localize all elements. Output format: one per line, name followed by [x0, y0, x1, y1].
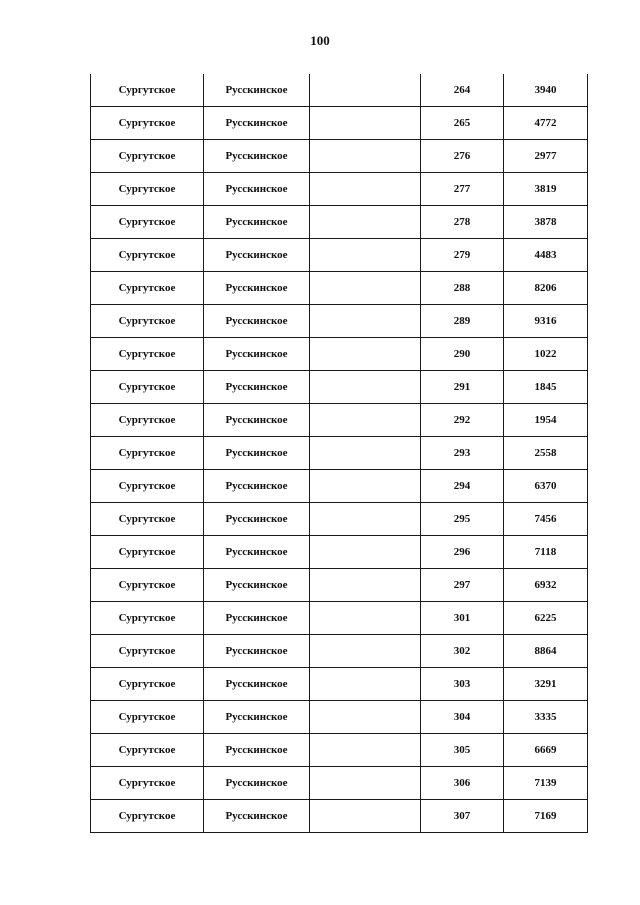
cell-field-name: Сургутское [91, 74, 204, 107]
cell-value: 6669 [504, 734, 588, 767]
cell-number: 264 [421, 74, 504, 107]
cell-area-name: Русскинское [204, 602, 310, 635]
cell-field-name: Сургутское [91, 173, 204, 206]
cell-field-name: Сургутское [91, 272, 204, 305]
cell-number: 292 [421, 404, 504, 437]
cell-field-name: Сургутское [91, 107, 204, 140]
cell-value: 1954 [504, 404, 588, 437]
cell-field-name: Сургутское [91, 140, 204, 173]
cell-value: 3335 [504, 701, 588, 734]
cell-value: 8206 [504, 272, 588, 305]
cell-blank [310, 338, 421, 371]
cell-field-name: Сургутское [91, 800, 204, 833]
cell-area-name: Русскинское [204, 404, 310, 437]
cell-value: 9316 [504, 305, 588, 338]
cell-number: 307 [421, 800, 504, 833]
table-row [91, 338, 588, 371]
cell-area-name: Русскинское [204, 536, 310, 569]
cell-field-name: Сургутское [91, 404, 204, 437]
cell-area-name: Русскинское [204, 437, 310, 470]
cell-number: 301 [421, 602, 504, 635]
cell-value: 2977 [504, 140, 588, 173]
cell-value: 2558 [504, 437, 588, 470]
cell-blank [310, 767, 421, 800]
cell-blank [310, 536, 421, 569]
table-row [91, 668, 588, 701]
table-row [91, 536, 588, 569]
table-row [91, 701, 588, 734]
cell-blank [310, 107, 421, 140]
cell-number: 295 [421, 503, 504, 536]
cell-blank [310, 272, 421, 305]
cell-value: 8864 [504, 635, 588, 668]
cell-blank [310, 569, 421, 602]
cell-number: 288 [421, 272, 504, 305]
table-row [91, 107, 588, 140]
table-row [91, 206, 588, 239]
cell-area-name: Русскинское [204, 206, 310, 239]
table-row [91, 140, 588, 173]
cell-area-name: Русскинское [204, 668, 310, 701]
cell-value: 7169 [504, 800, 588, 833]
cell-field-name: Сургутское [91, 602, 204, 635]
cell-number: 296 [421, 536, 504, 569]
cell-area-name: Русскинское [204, 338, 310, 371]
table-row [91, 173, 588, 206]
cell-value: 3819 [504, 173, 588, 206]
cell-value: 1845 [504, 371, 588, 404]
cell-number: 297 [421, 569, 504, 602]
cell-area-name: Русскинское [204, 734, 310, 767]
cell-area-name: Русскинское [204, 569, 310, 602]
cell-field-name: Сургутское [91, 371, 204, 404]
cell-field-name: Сургутское [91, 569, 204, 602]
cell-field-name: Сургутское [91, 470, 204, 503]
cell-area-name: Русскинское [204, 470, 310, 503]
table-row [91, 239, 588, 272]
cell-field-name: Сургутское [91, 767, 204, 800]
cell-blank [310, 503, 421, 536]
cell-field-name: Сургутское [91, 437, 204, 470]
cell-value: 6370 [504, 470, 588, 503]
cell-number: 304 [421, 701, 504, 734]
cell-number: 305 [421, 734, 504, 767]
cell-number: 290 [421, 338, 504, 371]
table-row [91, 272, 588, 305]
cell-blank [310, 701, 421, 734]
cell-number: 303 [421, 668, 504, 701]
cell-area-name: Русскинское [204, 107, 310, 140]
cell-value: 4483 [504, 239, 588, 272]
table-row [91, 635, 588, 668]
cell-field-name: Сургутское [91, 338, 204, 371]
cell-field-name: Сургутское [91, 305, 204, 338]
cell-value: 6932 [504, 569, 588, 602]
cell-blank [310, 602, 421, 635]
cell-area-name: Русскинское [204, 140, 310, 173]
cell-blank [310, 173, 421, 206]
cell-area-name: Русскинское [204, 305, 310, 338]
cell-blank [310, 800, 421, 833]
cell-blank [310, 437, 421, 470]
cell-field-name: Сургутское [91, 206, 204, 239]
table-row [91, 305, 588, 338]
cell-value: 7139 [504, 767, 588, 800]
cell-blank [310, 305, 421, 338]
cell-area-name: Русскинское [204, 272, 310, 305]
cell-area-name: Русскинское [204, 767, 310, 800]
cell-value: 6225 [504, 602, 588, 635]
table-row [91, 371, 588, 404]
table-row [91, 569, 588, 602]
cell-blank [310, 404, 421, 437]
cell-blank [310, 668, 421, 701]
table-body [91, 74, 588, 833]
cell-number: 289 [421, 305, 504, 338]
table-row [91, 503, 588, 536]
cell-field-name: Сургутское [91, 668, 204, 701]
cell-number: 279 [421, 239, 504, 272]
cell-blank [310, 470, 421, 503]
cell-field-name: Сургутское [91, 701, 204, 734]
cell-blank [310, 635, 421, 668]
cell-area-name: Русскинское [204, 371, 310, 404]
cell-number: 278 [421, 206, 504, 239]
cell-value: 3940 [504, 74, 588, 107]
cell-field-name: Сургутское [91, 734, 204, 767]
cell-blank [310, 74, 421, 107]
page-number: 100 [310, 33, 330, 48]
table-row [91, 470, 588, 503]
cell-value: 3291 [504, 668, 588, 701]
cell-value: 1022 [504, 338, 588, 371]
cell-area-name: Русскинское [204, 800, 310, 833]
cell-number: 276 [421, 140, 504, 173]
cell-blank [310, 140, 421, 173]
cell-value: 4772 [504, 107, 588, 140]
cell-number: 277 [421, 173, 504, 206]
table-row [91, 800, 588, 833]
cell-field-name: Сургутское [91, 536, 204, 569]
cell-field-name: Сургутское [91, 503, 204, 536]
cell-area-name: Русскинское [204, 173, 310, 206]
table-row [91, 74, 588, 107]
table-row [91, 602, 588, 635]
table-row [91, 734, 588, 767]
cell-blank [310, 239, 421, 272]
cell-number: 265 [421, 107, 504, 140]
cell-field-name: Сургутское [91, 635, 204, 668]
cell-number: 294 [421, 470, 504, 503]
cell-value: 7118 [504, 536, 588, 569]
cell-value: 7456 [504, 503, 588, 536]
cell-area-name: Русскинское [204, 239, 310, 272]
table-row [91, 767, 588, 800]
data-table [90, 74, 588, 833]
cell-blank [310, 371, 421, 404]
cell-area-name: Русскинское [204, 503, 310, 536]
cell-area-name: Русскинское [204, 701, 310, 734]
cell-area-name: Русскинское [204, 74, 310, 107]
table-row [91, 437, 588, 470]
cell-number: 291 [421, 371, 504, 404]
table-row [91, 404, 588, 437]
cell-value: 3878 [504, 206, 588, 239]
cell-number: 306 [421, 767, 504, 800]
cell-number: 293 [421, 437, 504, 470]
cell-number: 302 [421, 635, 504, 668]
cell-blank [310, 206, 421, 239]
cell-field-name: Сургутское [91, 239, 204, 272]
cell-blank [310, 734, 421, 767]
cell-area-name: Русскинское [204, 635, 310, 668]
